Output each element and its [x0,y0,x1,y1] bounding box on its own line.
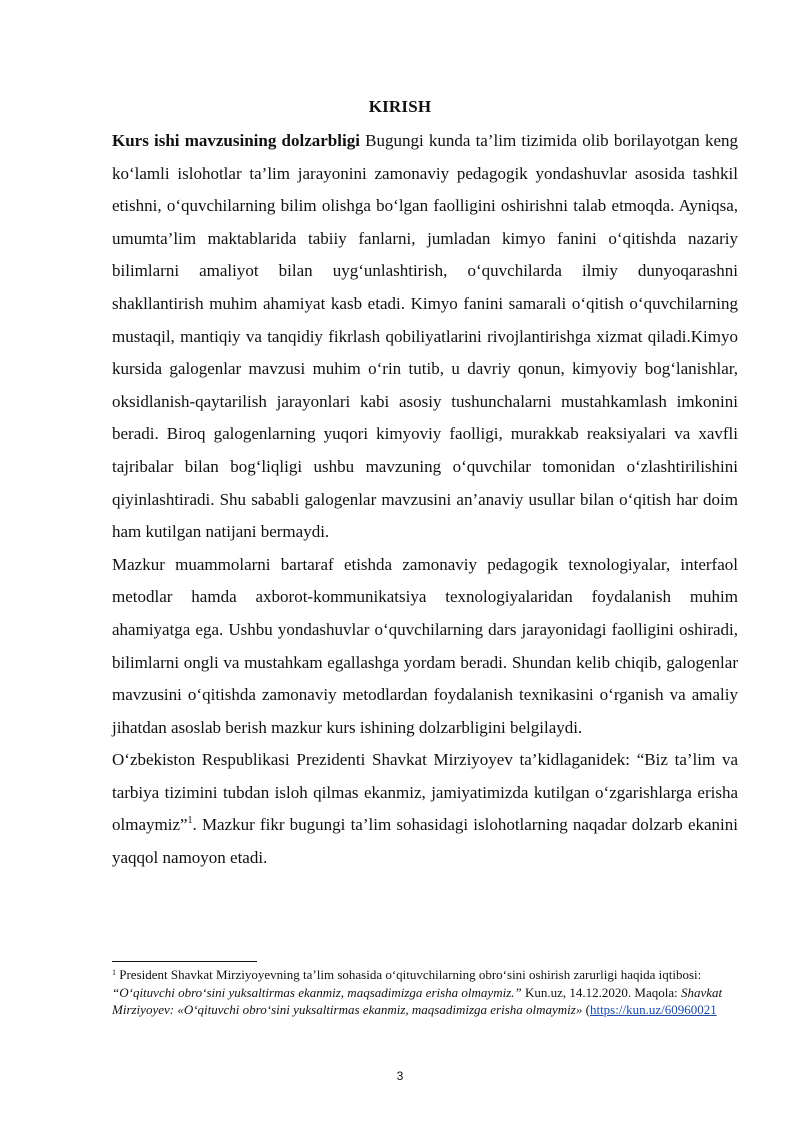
paragraph-3 [112,744,738,874]
paragraph-3-text-before: O‘zbekiston Respublikasi Prezidenti Shavkat Mirziyoyev ta’kidlaganidek: “Biz ta’lim va tarbiya tizimini tubdan isloh qilmas ekanmiz, jamiyatimizda kutilgan o‘zgarishlarga erisha olmaymiz” [112,750,738,835]
footnote [112,966,738,1019]
footnote-text-3: ( [582,1002,590,1017]
footnote-reference[interactable]: 1 [187,815,193,827]
paragraph-1-lead: Kurs ishi mavzusining dolzarbligi [112,131,360,150]
paragraph-3-text-after: . Mazkur fikr bugungi ta’lim sohasidagi islohotlarning naqadar dolzarb ekanini yaqqol namoyon etadi. [112,815,738,868]
footnote-text-1: President Shavkat Mirziyoyevning ta’lim sohasida o‘qituvchilarning obro‘sini oshirish zarurligi haqida iqtibosi: [116,967,702,982]
body-text [112,125,738,875]
footnote-link[interactable]: https://kun.uz/60960021 [589,1002,717,1017]
paragraph-1 [112,125,738,549]
section-title: KIRISH [368,97,432,116]
paragraph-1-text: Bugungi kunda ta’lim tizimida olib borilayotgan keng ko‘lamli islohotlar ta’lim jarayonini zamonaviy pedagogik yondashuvlar asosida tashkil etishni, o‘quvchilarning bilim olishga bo‘lgan faolligini oshirishni talab etmoqda. Ayniqsa, umumta’lim maktablarida tabiiy fanlarni, jumladan kimyo fanini o‘qitishda nazariy bilimlarni amaliyot bilan uyg‘unlashtirish, o‘quvchilarda ilmiy dunyoqarashni shakllantirish muhim ahamiyat kasb etadi. Kimyo fanini samarali o‘qitish o‘quvchilarning mustaqil, mantiqiy va tanqidiy fikrlash qobiliyatlarini rivojlantirishga xizmat qiladi.Kimyo kursida galogenlar mavzusi muhim o‘rin tutib, u davriy qonun, kimyoviy bog‘lanishlar, oksidlanish-qaytarilish jarayonlari kabi asosiy tushunchalarni mustahkamlash imkonini beradi. Biroq galogenlarning yuqori kimyoviy faolligi, murakkab reaksiyalari va xavfli tajribalar bilan bog‘liqligi ushbu mavzuning o‘quvchilar tomonidan o‘zlashtirilishini qiyinlashtiradi. Shu sababli galogenlar mavzusini an’anaviy usullar bilan o‘qitish har doim ham kutilgan natijani bermaydi. [112,131,738,542]
footnote-mark: 1 [112,968,116,977]
footnote-article-title: Shavkat Mirziyoyev: «O‘qituvchi obro‘sini yuksaltirmas ekanmiz, maqsadimizga erisha olmaymiz» [112,984,723,1017]
footnote-separator [112,961,257,962]
footnote-quote: “O‘qituvchi obro‘sini yuksaltirmas ekanmiz, maqsadimizga erisha olmaymiz.” [112,984,522,1000]
footnote-text-2: Kun.uz, 14.12.2020. Maqola: [521,984,681,1000]
paragraph-2 [112,549,738,745]
page-number: 3 [396,1069,404,1083]
paragraph-2-text: Mazkur muammolarni bartaraf etishda zamonaviy pedagogik texnologiyalar, interfaol metodlar hamda axborot-kommunikatsiya texnologiyalaridan foydalanish muhim ahamiyatga ega. Ushbu yondashuvlar o‘quvchilarning dars jarayonidagi faolligini oshiradi, bilimlarni ongli va mustahkam egallashga yordam beradi. Shundan kelib chiqib, galogenlar mavzusini o‘qitishda zamonaviy metodlardan foydalanish texnikasini o‘rganish va amaliy jihatdan asoslab berish mazkur kurs ishining dolzarbligini belgilaydi. [112,554,738,737]
